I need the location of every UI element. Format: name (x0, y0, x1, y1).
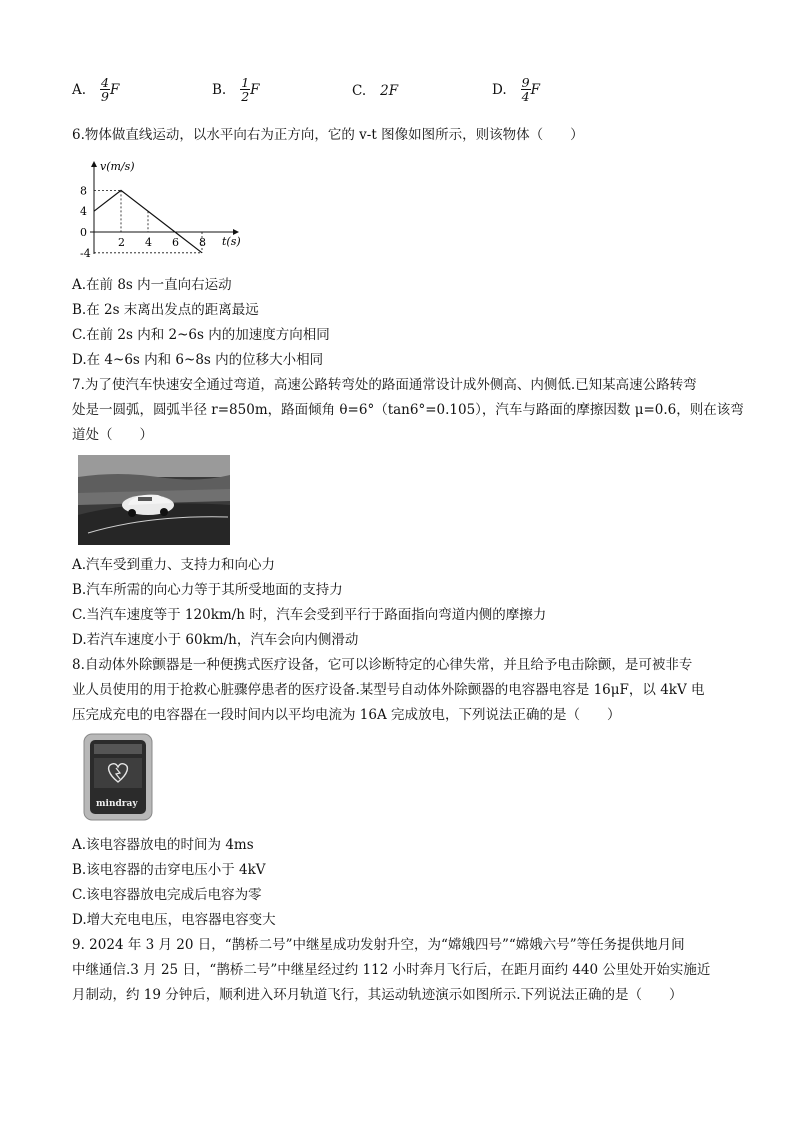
q5-option-a (72, 76, 119, 103)
option-label: A. (72, 81, 87, 98)
q9-stem-line-3: 月制动，约 19 分钟后，顺利进入环月轨道飞行，其运动轨迹演示如图所示.下列说法正确的是（ ） (72, 987, 683, 1003)
q7-stem-line-3: 道处（ ） (72, 427, 153, 443)
denominator: 2 (241, 89, 250, 104)
q8-option-a: A.该电容器放电的时间为 4ms (72, 837, 254, 853)
y-tick-label: -4 (80, 246, 91, 260)
x-tick-label: 4 (145, 236, 152, 249)
x-tick-label: 6 (172, 236, 179, 249)
y-tick-label: 4 (80, 205, 87, 219)
q8-stem-line-2: 业人员使用的用于抢救心脏骤停患者的医疗设备.某型号自动体外除颤器的电容器电容是 16μF，以 4kV 电 (72, 682, 705, 698)
tick-labels (80, 184, 206, 259)
q8-option-c: C.该电容器放电完成后电容为零 (72, 887, 262, 903)
q6-option-d: D.在 4~6s 内和 6~8s 内的位移大小相同 (72, 352, 324, 368)
q6-stem: 6.物体做直线运动，以水平向右为正方向，它的 v-t 图像如图所示，则该物体（ ） (72, 127, 584, 143)
denominator: 9 (101, 89, 109, 104)
option-label: C. (352, 83, 367, 99)
y-tick-label: 8 (80, 184, 87, 198)
x-tick-label: 8 (199, 236, 206, 249)
denominator: 4 (521, 89, 530, 104)
q6-option-b: B.在 2s 末离出发点的距离最远 (72, 302, 259, 318)
q6-vt-graph (76, 156, 246, 260)
x-tick-label: 2 (118, 236, 125, 249)
option-value: 2F (380, 83, 399, 99)
q8-stem-line-1: 8.自动体外除颤器是一种便携式医疗设备，它可以诊断特定的心律失常，并且给予电击除颤，是可被非专 (72, 657, 693, 673)
q7-option-b: B.汽车所需的向心力等于其所受地面的支持力 (72, 582, 343, 598)
option-label: B. (212, 81, 227, 98)
numerator: 9 (521, 75, 530, 90)
brand-logo-text: mindray (96, 799, 138, 809)
fraction (100, 76, 110, 103)
fraction (240, 76, 250, 103)
fraction (521, 76, 531, 103)
q5-option-b (212, 76, 260, 103)
q5-option-c (352, 83, 398, 99)
q7-stem-line-1: 7.为了使汽车快速安全通过弯道，高速公路转弯处的路面通常设计成外侧高、内侧低.已知某高速公路转弯 (72, 377, 697, 393)
option-label: D. (492, 81, 507, 98)
q7-stem-line-2: 处是一圆弧，圆弧半径 r=850m，路面倾角 θ=6°（tan6°=0.105），汽车与路面的摩擦因数 μ=0.6，则在该弯 (72, 402, 744, 418)
q6-option-a: A.在前 8s 内一直向右运动 (72, 277, 232, 293)
q7-option-a: A.汽车受到重力、支持力和向心力 (72, 557, 276, 573)
numerator: 1 (241, 75, 250, 90)
variable-f: F (250, 81, 260, 98)
q9-stem-line-2: 中继通信.3 月 25 日，“鹊桥二号”中继星经过约 112 小时奔月飞行后，在距月面约 440 公里处开始实施近 (72, 962, 711, 978)
q9-stem-line-1: 9. 2024 年 3 月 20 日，“鹊桥二号”中继星成功发射升空，为“嫦娥四号”“嫦娥六号”等任务提供地月间 (72, 937, 685, 953)
q6-option-c: C.在前 2s 内和 2~6s 内的加速度方向相同 (72, 327, 330, 343)
q5-option-d (492, 76, 540, 103)
q7-option-c: C.当汽车速度等于 120km/h 时，汽车会受到平行于路面指向弯道内侧的摩擦力 (72, 607, 547, 623)
q8-stem-line-3: 压完成充电的电容器在一段时间内以平均电流为 16A 完成放电，下列说法正确的是（ ） (72, 707, 621, 723)
car-on-curve-photo (78, 455, 230, 545)
aed-device-photo (80, 732, 156, 822)
q8-option-d: D.增大充电电压，电容器电容变大 (72, 912, 276, 928)
variable-f: F (530, 81, 540, 98)
q7-option-d: D.若汽车速度小于 60km/h，汽车会向内侧滑动 (72, 632, 359, 648)
y-axis-label: v(m/s) (100, 160, 135, 173)
y-tick-label: 0 (80, 226, 87, 239)
variable-f: F (110, 81, 120, 98)
q8-option-b: B.该电容器的击穿电压小于 4kV (72, 862, 266, 878)
x-axis-label: t(s) (222, 235, 241, 248)
numerator: 4 (101, 75, 109, 90)
